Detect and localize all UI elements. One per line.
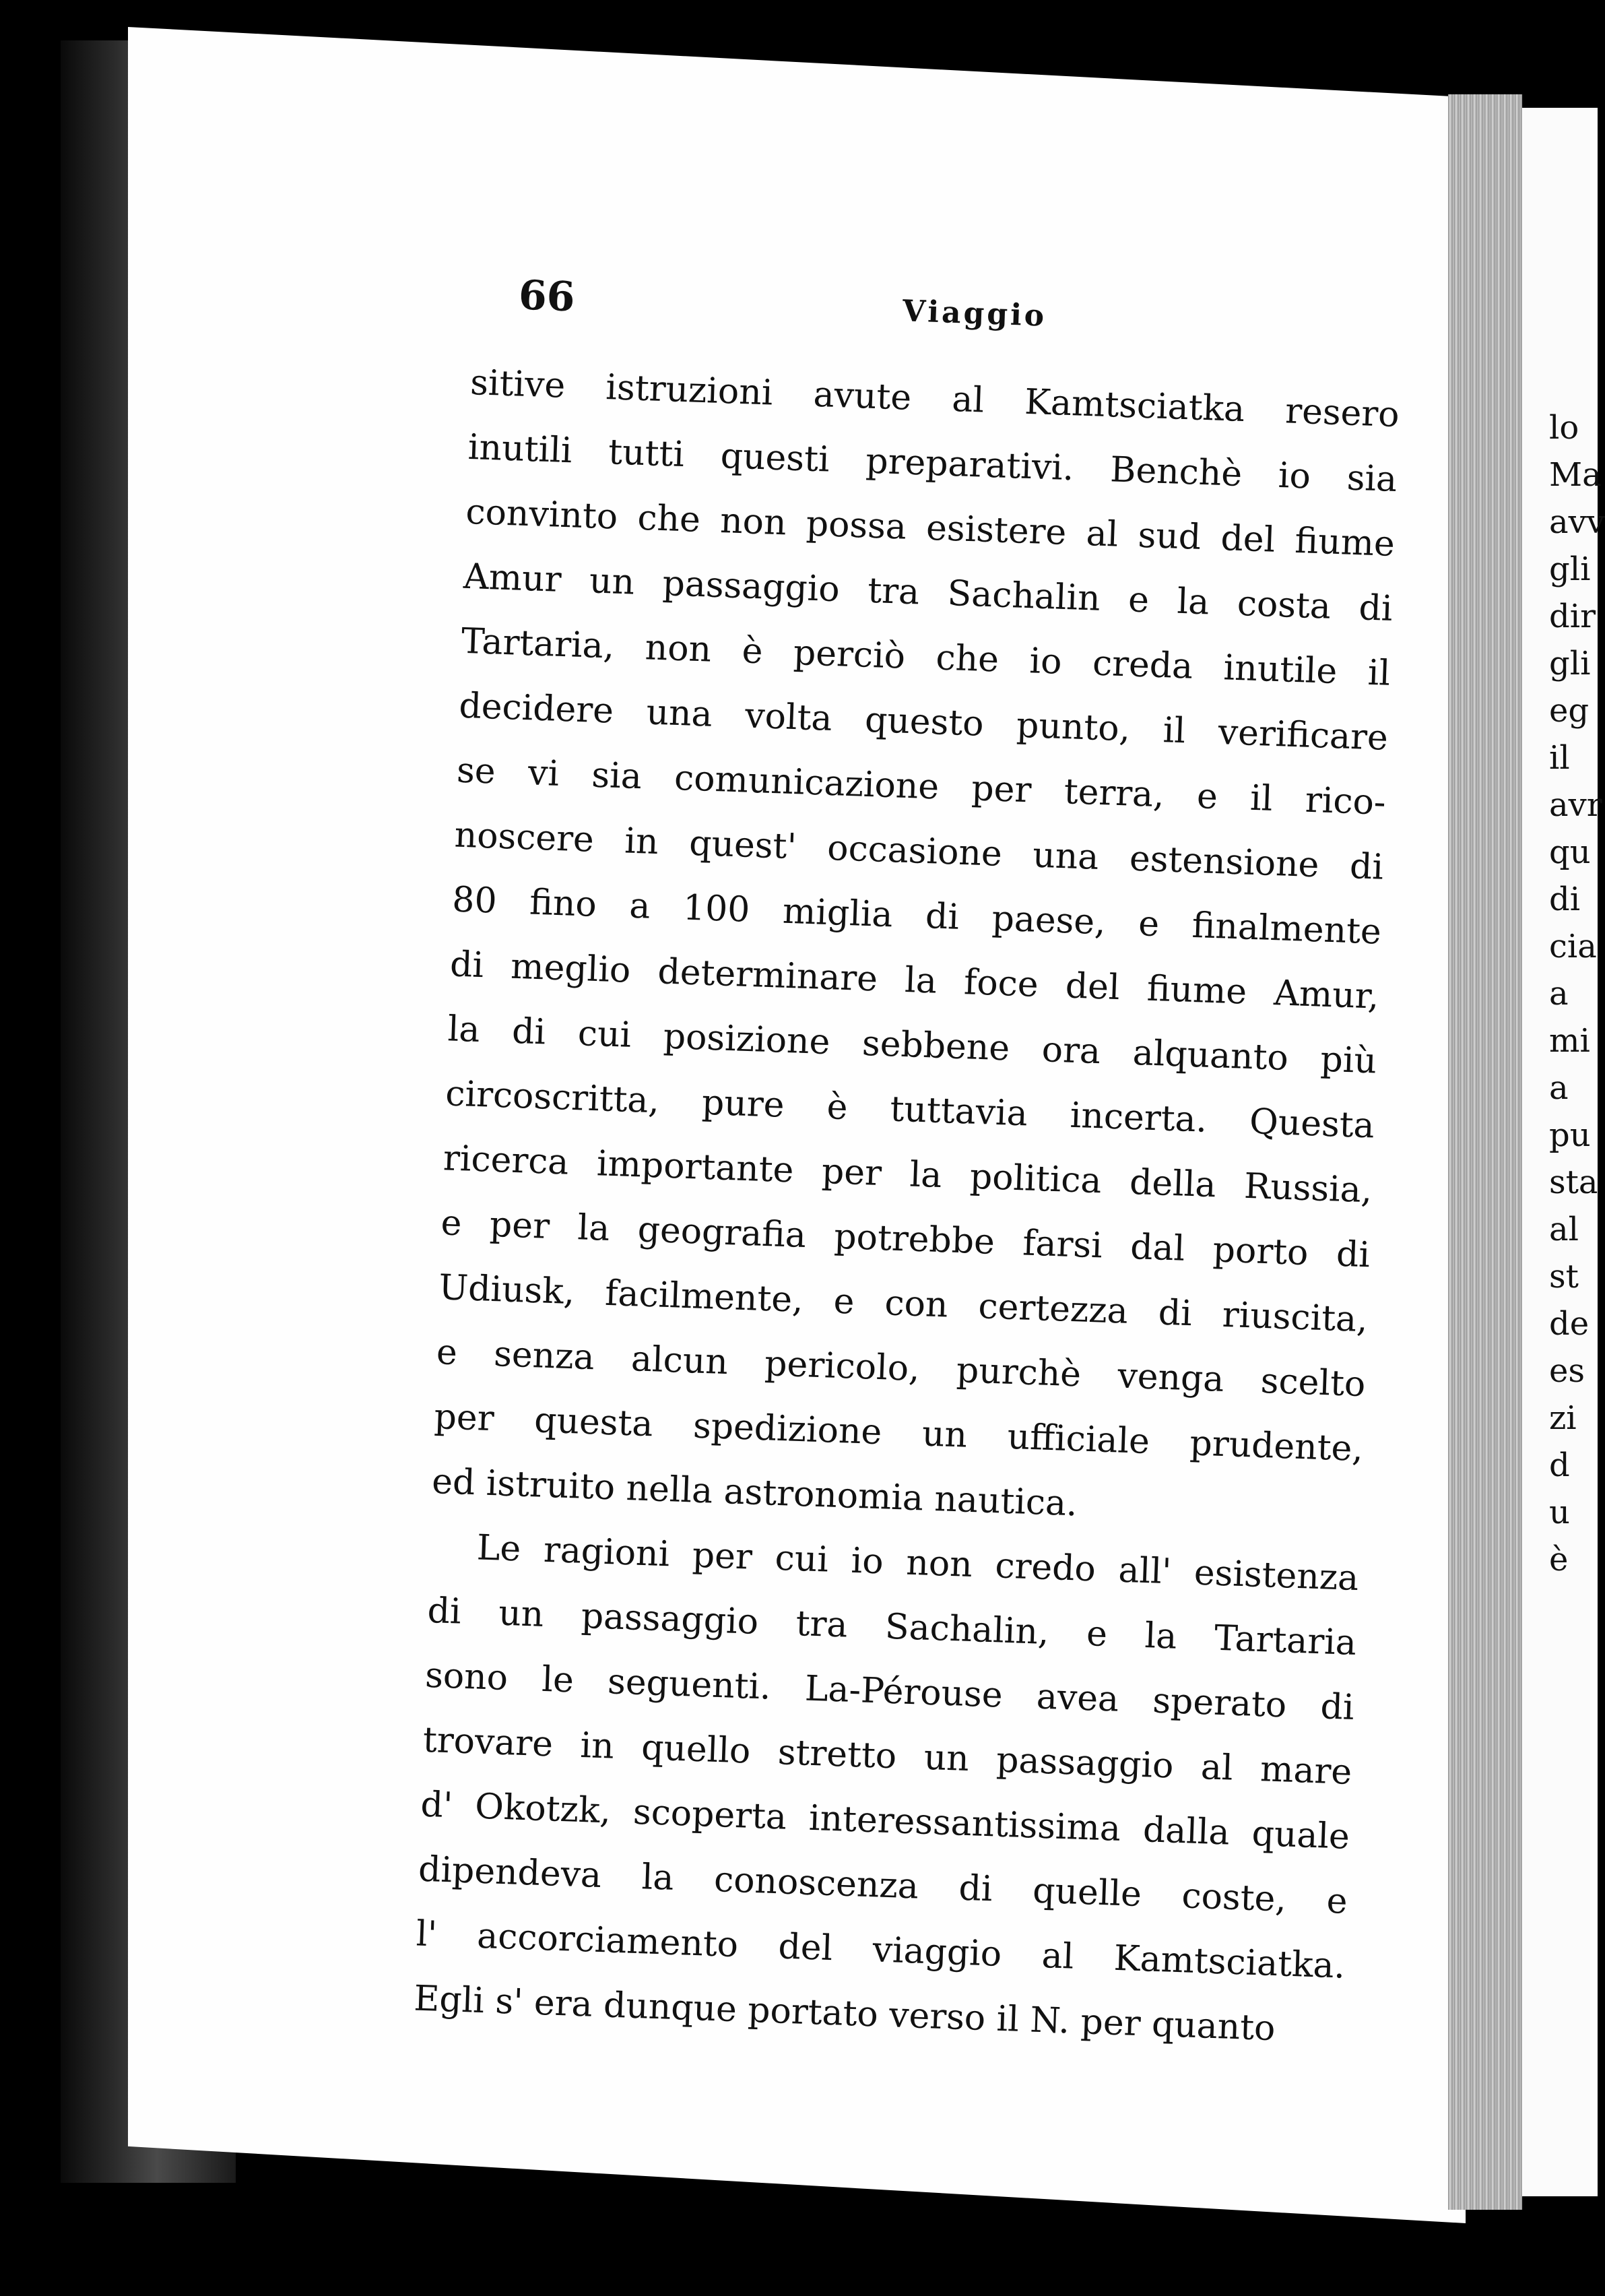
facing-page-line: dir [1549, 598, 1596, 635]
text-line: Le ragioni per cui io non credo all' esistenza [476, 1527, 1360, 1599]
facing-page-line: a [1549, 1069, 1569, 1107]
facing-page-line: gli [1549, 645, 1591, 682]
text-line: Tartaria, non è perciò che io creda inutile il [460, 620, 1391, 694]
facing-page-line: u [1549, 1494, 1570, 1531]
text-line: sitive istruzioni avute al Kamtsciatka resero [469, 362, 1400, 436]
facing-page-line: qu [1549, 833, 1591, 871]
text-line: d' Okotzk, scoperta interessantissima dalla quale [420, 1784, 1350, 1857]
text-line: 80 fino a 100 miglia di paese, e finalmente [451, 879, 1382, 953]
facing-page-line: avv [1549, 503, 1605, 541]
facing-page-line: st [1549, 1258, 1579, 1296]
body-text [413, 350, 1400, 2064]
facing-page-line: mi [1549, 1022, 1590, 1060]
facing-page-line: eg [1549, 692, 1590, 730]
text-line: di meglio determinare la foce del fiume Amur, [449, 944, 1380, 1017]
facing-page-line: pu [1549, 1116, 1591, 1154]
text-line: dipendeva la conoscenza di quelle coste, e [418, 1849, 1348, 1922]
running-head: Viaggio [902, 294, 1048, 333]
facing-page-fragment [1522, 108, 1605, 2196]
text-line: e per la geografia potrebbe farsi dal porto di [440, 1203, 1371, 1276]
facing-page-line: lo [1549, 409, 1579, 447]
text-line: circoscritta, pure è tuttavia incerta. Questa [445, 1073, 1375, 1147]
facing-page-line: a [1549, 975, 1569, 1013]
text-line: convinto che non possa esistere al sud del fiume [465, 491, 1396, 565]
text-line: se vi sia comunicazione per terra, e il rico- [456, 750, 1387, 823]
text-line: decidere una volta questo punto, il verificare [458, 685, 1389, 759]
facing-page-line: cia [1549, 928, 1597, 965]
text-line: Amur un passaggio tra Sachalin e la costa di [463, 556, 1394, 629]
facing-page-line: il [1549, 739, 1570, 777]
text-line: per questa spedizione un ufficiale prudente, [433, 1397, 1364, 1470]
text-line: di un passaggio tra Sachalin, e la Tartaria [426, 1590, 1357, 1664]
text-line: la di cui posizione sebbene ora alquanto più [447, 1009, 1378, 1082]
text-line: ed istruito nella astronomia nautica. [431, 1461, 1078, 1525]
facing-page-line: avr [1549, 786, 1602, 824]
text-line: inutili tutti questi preparativi. Benchè io sia [467, 426, 1398, 501]
facing-page-line: zi [1549, 1399, 1577, 1437]
facing-page-line: sta [1549, 1163, 1598, 1201]
text-line: e senza alcun pericolo, purchè venga scelto [436, 1332, 1367, 1405]
text-line: sono le seguenti. La-Pérouse avea sperato di [424, 1655, 1355, 1728]
facing-page-line: di [1549, 881, 1581, 918]
facing-page-line: de [1549, 1305, 1590, 1343]
facing-page-line: Ma [1549, 456, 1602, 494]
facing-page-line: gli [1549, 550, 1591, 588]
page-number: 66 [517, 272, 576, 321]
text-line: l' accorciamento del viaggio al Kamtsciatka. [415, 1913, 1346, 1987]
facing-page-line: al [1549, 1211, 1579, 1248]
facing-page-line: d [1549, 1446, 1570, 1484]
text-line: trovare in quello stretto un passaggio al mare [422, 1719, 1353, 1793]
text-line: Udiusk, facilmente, e con certezza di riuscita, [438, 1267, 1369, 1341]
page-edges [1448, 94, 1522, 2210]
facing-page-line: è [1549, 1541, 1569, 1578]
text-line: Egli s' era dunque portato verso il N. per quanto [413, 1978, 1276, 2049]
facing-page-line: es [1549, 1352, 1585, 1390]
text-line: noscere in quest' occasione una estensione di [453, 815, 1385, 888]
facing-page-lines [1522, 404, 1605, 1583]
text-line: ricerca importante per la politica della Russia, [443, 1138, 1373, 1211]
